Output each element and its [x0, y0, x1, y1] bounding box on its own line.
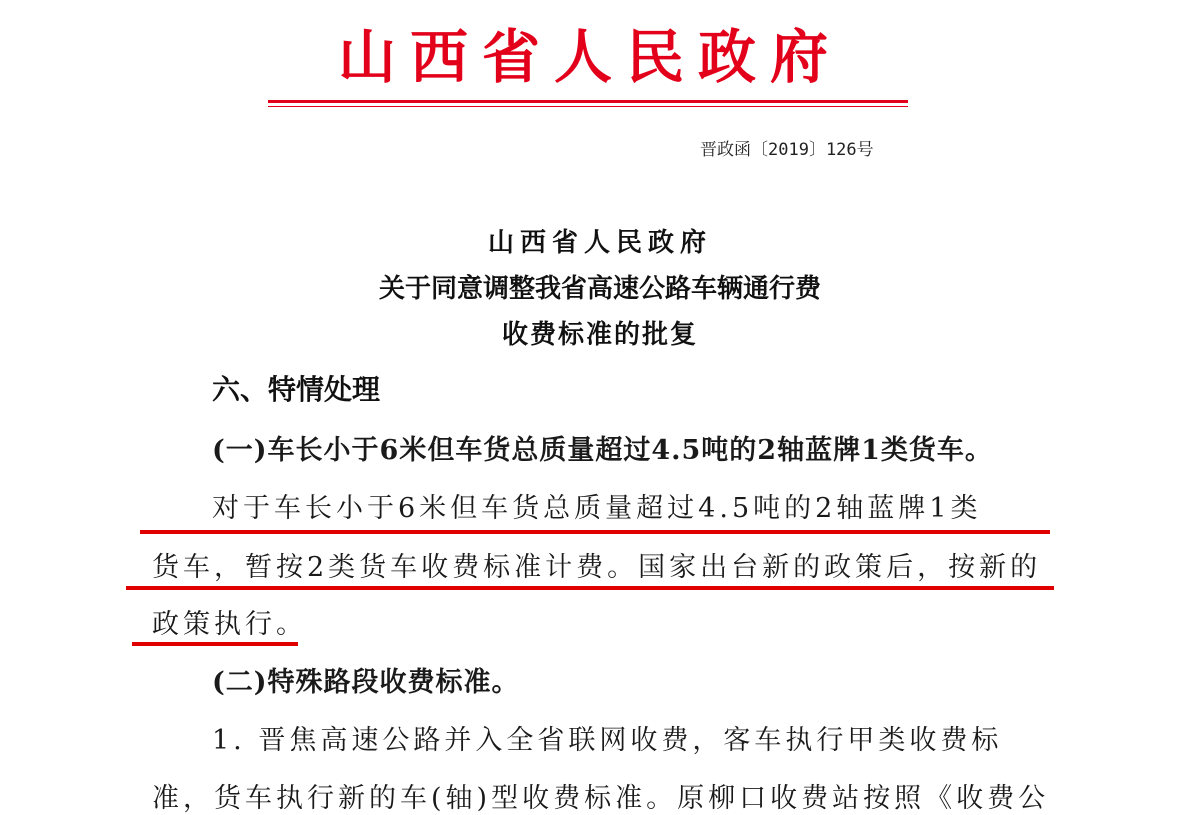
- section-heading: 六、特情处理: [212, 373, 381, 406]
- masthead-title: 山西省人民政府: [337, 23, 842, 91]
- masthead-red-rule-thin: [268, 106, 908, 107]
- document-number: 晋政函〔2019〕126号: [700, 140, 874, 160]
- document-title-line-1: 山西省人民政府: [487, 228, 712, 258]
- sub-heading-1: (一)车长小于6米但车货总质量超过4.5吨的2轴蓝牌1类货车。: [212, 435, 993, 466]
- masthead-red-rule: [268, 100, 908, 103]
- red-highlight-underline: [126, 586, 1054, 590]
- sub-heading-2: (二)特殊路段收费标准。: [212, 667, 520, 698]
- document-title-line-2: 关于同意调整我省高速公路车辆通行费: [378, 274, 821, 304]
- red-highlight-underline: [140, 530, 1050, 534]
- paragraph-line: 货车，暂按2类货车收费标准计费。国家出台新的政策后，按新的: [152, 552, 1042, 583]
- paragraph-line: 政策执行。: [152, 609, 307, 640]
- item-line: 准，货车执行新的车(轴)型收费标准。原柳口收费站按照《收费公: [152, 783, 1050, 814]
- red-highlight-underline: [132, 642, 298, 646]
- item-line: 1. 晋焦高速公路并入全省联网收费，客车执行甲类收费标: [212, 725, 1003, 756]
- document-title-line-3: 收费标准的批复: [501, 320, 698, 350]
- paragraph-line: 对于车长小于6米但车货总质量超过4.5吨的2轴蓝牌1类: [212, 493, 982, 524]
